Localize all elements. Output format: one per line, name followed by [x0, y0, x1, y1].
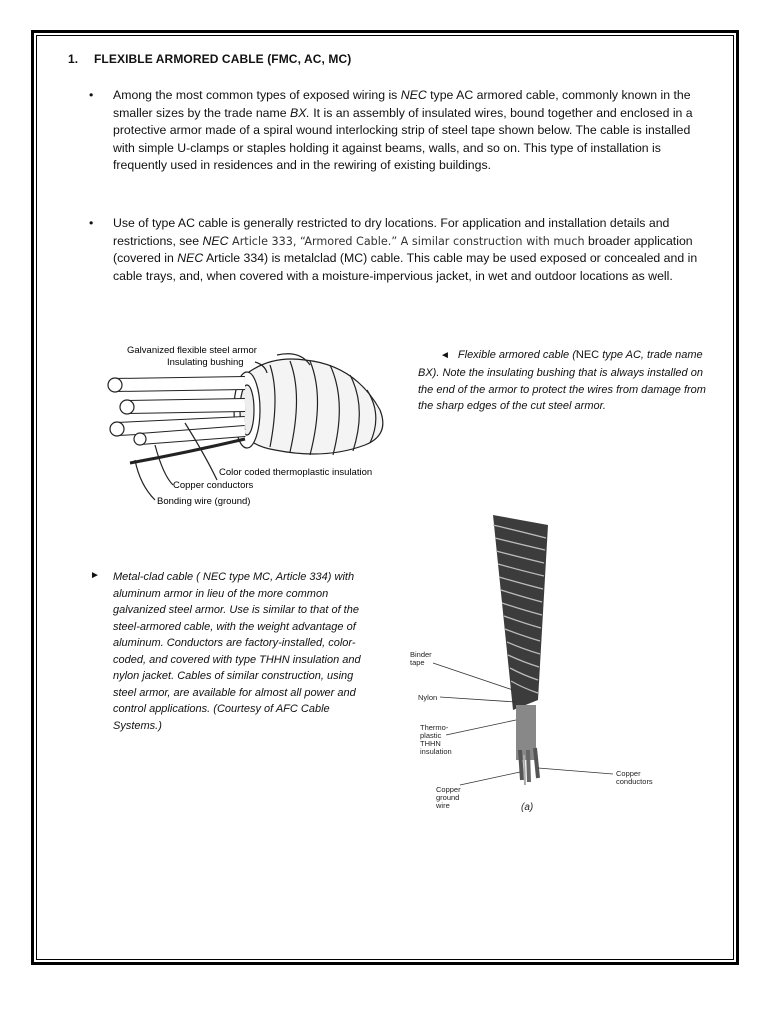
paragraph-2-nec-1: NEC — [202, 233, 229, 248]
paragraph-1-text-b: type AC armored cable, commonly known in the smaller sizes by the trade name — [113, 88, 691, 120]
paragraph-2-text-c: Article 334) is metalclad (MC) cable. This cable may be used exposed or concealed and in cable trays, and, when covered with a moisture-impervious jacket, in wet and outdoor locations as well. — [113, 251, 698, 283]
caption-1-text-b: type AC, trade name BX). Note the insulating bushing that is always installed on the end of the armor to protect the wires from damage from the sharp edges of the cut steel armor. — [418, 349, 706, 413]
label-copper-conductors: Copper conductors — [616, 769, 653, 786]
armored-cable-figure — [95, 335, 405, 515]
caption-1-nec: NEC — [575, 349, 600, 361]
bullet-1: • — [89, 88, 94, 102]
metal-clad-cable-figure — [388, 510, 688, 830]
caption-left-arrow-icon: ◄ — [440, 350, 450, 361]
caption-right-arrow-icon: ► — [90, 570, 100, 581]
label-binder: Binder tape — [410, 650, 432, 667]
bullet-2: • — [89, 216, 94, 230]
label-armor: Galvanized flexible steel armor — [127, 345, 257, 356]
paragraph-2-text-b: broader application (covered in — [113, 233, 693, 265]
label-sub-a: (a) — [521, 802, 534, 813]
paragraph-1-nec: NEC — [400, 88, 427, 102]
label-bushing: Insulating bushing — [167, 357, 244, 368]
paragraph-1-text-a: Among the most common types of exposed wiring is — [113, 88, 401, 102]
figure-2-caption: Metal-clad cable ( NEC type MC, Article 334) with aluminum armor in lieu of the more common galvanized steel armor. Use is similar to that of the steel-armored cable, with the weight advantage of aluminum. Conductors are factory-installed, color-coded, and covered with type THHN insulation and nylon jacket. Cables of similar construction, using steel armor, are available for almost all power and control applications. (Courtesy of AFC Cable Systems.) — [113, 571, 361, 732]
heading-title: FLEXIBLE ARMORED CABLE (FMC, AC, MC) — [94, 52, 352, 66]
paragraph-2 — [113, 215, 713, 285]
figure-1-caption — [418, 347, 708, 415]
label-bonding: Bonding wire (ground) — [157, 496, 251, 507]
paragraph-2-article-333: Article 333, “Armored Cable.” A similar construction with much — [228, 234, 585, 248]
paragraph-2-nec-2: NEC — [177, 251, 204, 265]
paragraph-2-text-a: Use of type AC cable is generally restricted to dry locations. For application and installation details and restrictions, see — [113, 216, 670, 248]
paragraph-1 — [113, 87, 713, 175]
paragraph-1-text-c: It is an assembly of insulated wires, bound together and enclosed in a protective armor made of a spiral wound interlocking strip of steel tape shown below. The cable is installed with simple U-clamps or staples holding it against beams, walls, and so on. This type of installation is frequently used in residences and in the rewiring of existing buildings. — [113, 105, 693, 172]
label-nylon: Nylon — [418, 693, 438, 702]
heading-number: 1. — [68, 52, 79, 66]
label-insulation: Color coded thermoplastic insulation — [219, 467, 373, 478]
caption-1-text-a: Flexible armored cable ( — [457, 349, 576, 361]
paragraph-1-bx: BX. — [290, 105, 310, 120]
section-heading — [68, 52, 351, 66]
label-conductors: Copper conductors — [173, 480, 254, 491]
label-thermo: Thermo-plastic THHN insulation — [420, 723, 452, 756]
label-ground: Copper ground wire — [436, 785, 461, 810]
